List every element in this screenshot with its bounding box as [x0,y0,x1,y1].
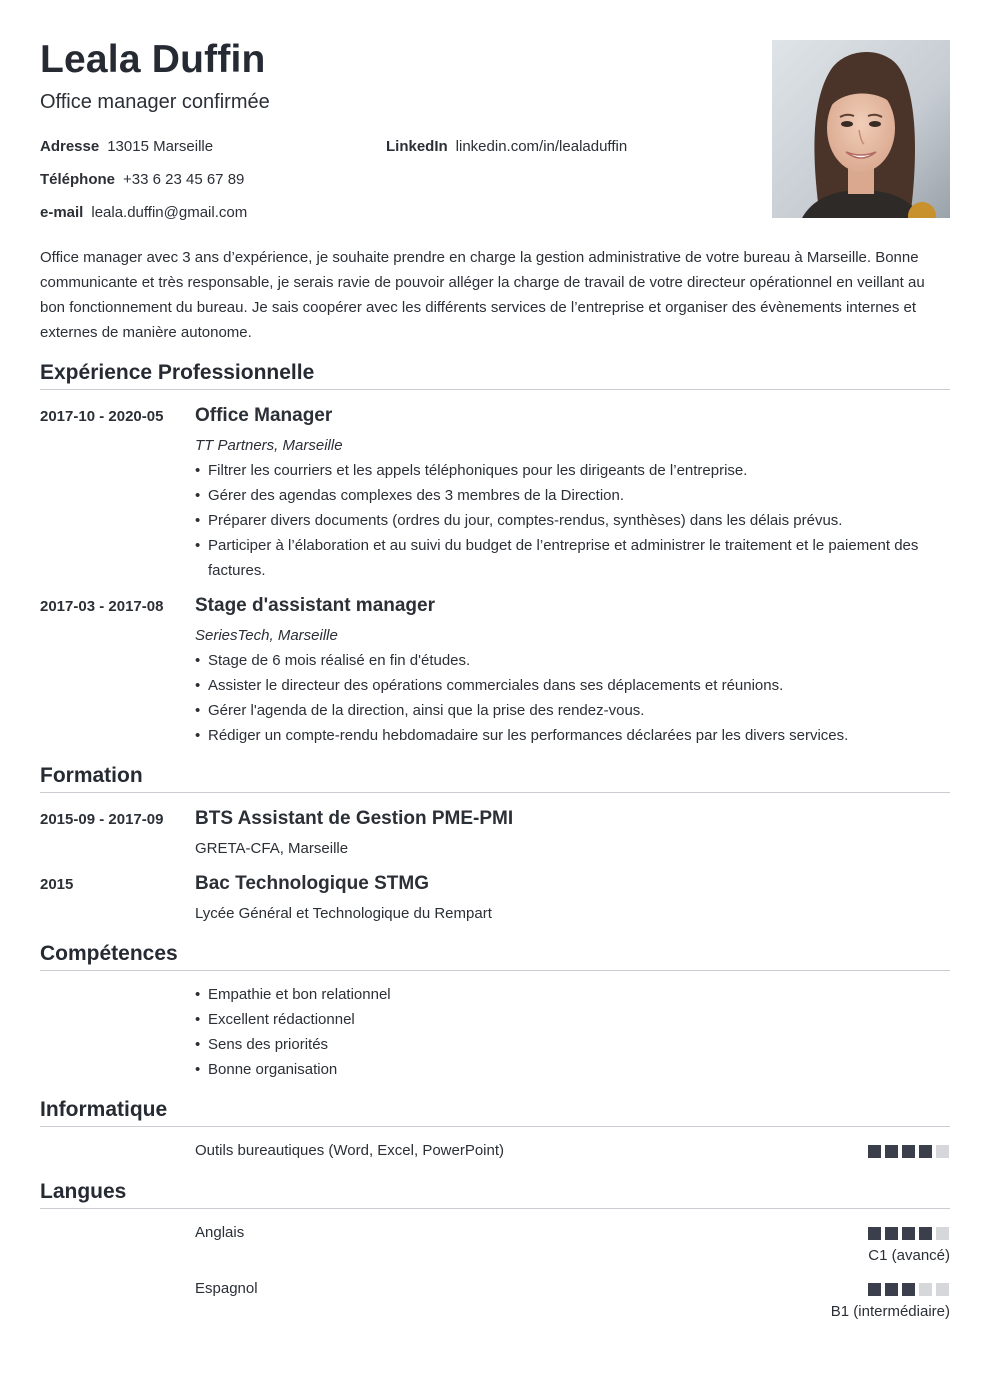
education-2-school: Lycée Général et Technologique du Rempart [195,905,492,922]
language-2-name: Espagnol [195,1280,258,1297]
level-square [936,1227,949,1240]
contact-email-value[interactable]: leala.duffin@gmail.com [91,204,248,221]
level-square [885,1145,898,1158]
list-item: • Gérer l'agenda de la direction, ainsi que la prise des rendez-vous. [195,698,935,723]
level-square [885,1283,898,1296]
list-item: • Rédiger un compte-rendu hebdomadaire sur les performances déclarées par les divers services. [195,723,935,748]
experience-2-title: Stage d'assistant manager [195,595,435,616]
education-1-dates: 2015-09 - 2017-09 [40,811,164,828]
experience-2-bullets [195,648,935,748]
experience-2-company: SeriesTech, Marseille [195,627,338,644]
contact-address-value: 13015 Marseille [107,138,214,155]
list-item: • Empathie et bon relationnel [195,982,935,1007]
level-square [868,1283,881,1296]
list-item: • Préparer divers documents (ordres du jour, comptes-rendus, synthèses) dans les délais prévus. [195,508,935,533]
contact-phone [40,171,244,189]
profile-summary: Office manager avec 3 ans d’expérience, je souhaite prendre en charge la gestion administrative de votre bureau à Marseille. Bonne communicante et très responsable, je serais ravie de pouvoir alléger la charge de travail de votre directeur opérationnel en veillant au bon fonctionnement du bureau. Je sais coopérer avec les différents services de l’entreprise et organiser des évènements internes et externes de manière autonome. [40,249,925,341]
profile-photo-image [772,40,950,218]
computing-1-name: Outils bureautiques (Word, Excel, PowerPoint) [195,1142,505,1159]
contact-email [40,204,247,222]
language-1-level [868,1227,950,1240]
experience-1-dates: 2017-10 - 2020-05 [40,408,164,425]
section-title-skills: Compétences [40,942,950,971]
education-1-title: BTS Assistant de Gestion PME-PMI [195,808,514,829]
education-2-title: Bac Technologique STMG [195,873,429,894]
level-square [936,1145,949,1158]
contact-phone-value: +33 6 23 45 67 89 [123,171,245,188]
level-square [902,1227,915,1240]
language-1-name: Anglais [195,1224,245,1241]
contact-address-label: Adresse [40,138,100,155]
section-title-languages: Langues [40,1180,950,1209]
candidate-name: Leala Duffin [40,38,266,81]
skills-list [195,982,935,1082]
level-square [902,1283,915,1296]
list-item: • Participer à l’élaboration et au suivi du budget de l’entreprise et administrer le traitement et le paiement des factures. [195,533,935,583]
level-square [919,1145,932,1158]
level-square [919,1227,932,1240]
level-square [919,1283,932,1296]
experience-1-title: Office Manager [195,405,333,426]
experience-1-company: TT Partners, Marseille [195,437,343,454]
profile-photo [772,40,950,218]
list-item: • Bonne organisation [195,1057,935,1082]
language-2-level-text: B1 (intermédiaire) [830,1303,950,1320]
list-item: • Assister le directeur des opérations commerciales dans ses déplacements et réunions. [195,673,935,698]
list-item: • Filtrer les courriers et les appels téléphoniques pour les dirigeants de l’entreprise. [195,458,935,483]
section-title-experience: Expérience Professionnelle [40,361,950,390]
computing-1-level [868,1145,950,1158]
experience-1-bullets [195,458,935,583]
contact-linkedin [386,138,627,156]
contact-phone-label: Téléphone [40,171,116,188]
job-title: Office manager confirmée [40,91,270,113]
contact-email-label: e-mail [40,204,84,221]
level-square [868,1145,881,1158]
contact-linkedin-value[interactable]: linkedin.com/in/lealaduffin [455,138,628,155]
education-2-dates: 2015 [40,876,74,893]
level-square [868,1227,881,1240]
contact-linkedin-label: LinkedIn [386,138,448,155]
contact-address [40,138,213,156]
level-square [936,1283,949,1296]
list-item: • Excellent rédactionnel [195,1007,935,1032]
experience-2-dates: 2017-03 - 2017-08 [40,598,164,615]
education-1-school: GRETA-CFA, Marseille [195,840,349,857]
level-square [885,1227,898,1240]
list-item: • Gérer des agendas complexes des 3 membres de la Direction. [195,483,935,508]
level-square [902,1145,915,1158]
language-2-level [868,1283,950,1296]
list-item: • Sens des priorités [195,1032,935,1057]
language-1-level-text: C1 (avancé) [868,1247,950,1264]
section-title-computing: Informatique [40,1098,950,1127]
list-item: • Stage de 6 mois réalisé en fin d'études. [195,648,935,673]
section-title-education: Formation [40,764,950,793]
